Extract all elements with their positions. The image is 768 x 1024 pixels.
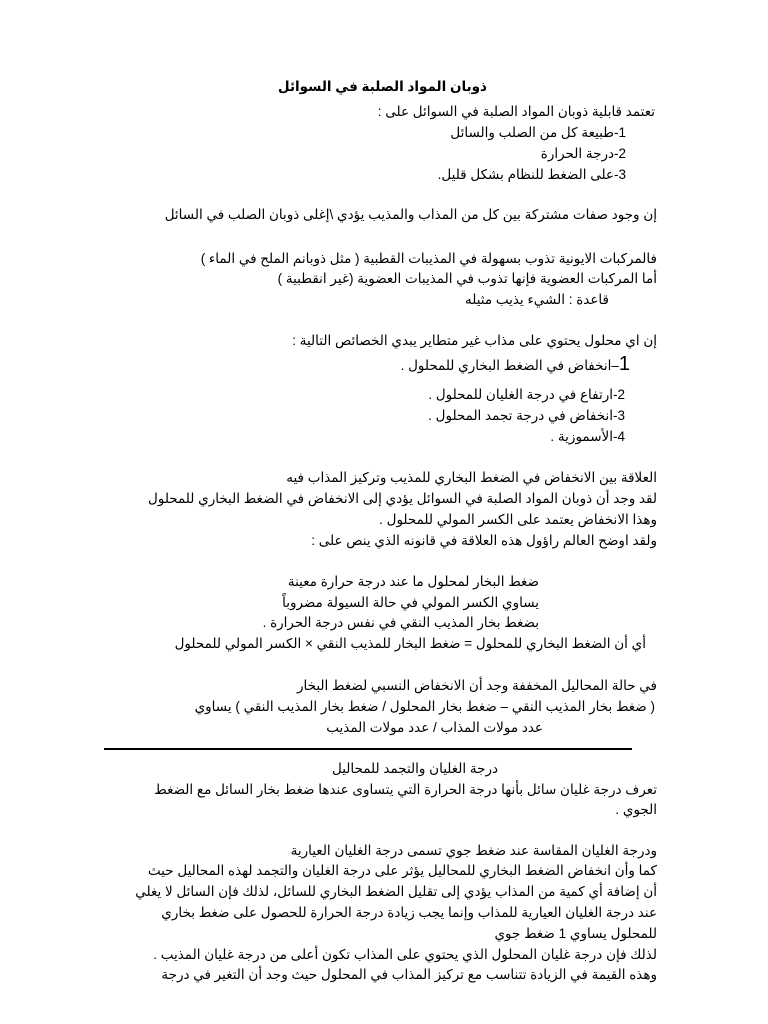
properties-intro: إن اي محلول يحتوي على مذاب غير متطاير يبدي الخصائص التالية : [292, 333, 657, 348]
factor-2: 2-درجة الحرارة [540, 146, 626, 161]
relation-line-4: ولقد اوضح العالم راؤول هذه العلاقة في قانونه الذي ينص على : [311, 533, 657, 548]
relation-heading: العلاقة بين الانخفاض في الضغط البخاري للمذيب وتركيز المذاب فيه [286, 470, 657, 485]
organic-line: أما المركبات العضوية فإنها تذوب في المذيبات العضوية (غير انقطبية ) [277, 271, 657, 286]
paragraph2-line-5: للمحلول يساوي 1 ضغط جوي [494, 926, 657, 941]
dilute-line-3: عدد مولات المذاب / عدد مولات المذيب [326, 720, 543, 735]
property-2: 2-ارتفاع في درجة الغليان للمحلول . [428, 387, 625, 402]
ionic-line: فالمركبات الايونية تذوب بسهولة في المذيبات القطبية ( مثل ذوبانم الملح في الماء ) [200, 251, 657, 266]
paragraph2-line-3: أن إضافة أي كمية من المذاب يؤدي إلى تقليل الضغط البخاري للسائل، لذلك فإن السائل لا يغلي [135, 884, 657, 899]
raoult-line-1: ضغط البخار لمحلول ما عند درجة حرارة معينة [287, 574, 539, 589]
relation-line-3: وهذا الانخفاض يعتمد على الكسر المولي للمحلول . [379, 512, 657, 527]
dilute-line-1: في حالة المحاليل المخففة وجد أن الانخفاض النسبي لضغط البخار [297, 678, 657, 693]
property-4: 4-الأسموزية . [550, 429, 625, 444]
page-title: ذوبان المواد الصلبة في السوائل [277, 79, 487, 94]
definition-line-1: تعرف درجة غليان سائل بأنها درجة الحرارة التي يتساوى عندها ضغط بخار السائل مع الضغط [154, 782, 657, 797]
section-divider [104, 748, 632, 750]
rule-line: قاعدة : الشيء يذيب مثيله [465, 292, 609, 307]
paragraph2-line-2: كما وأن انخفاض الضغط البخاري للمحاليل يؤثر على درجة الغليان والتجمد لهذه المحاليل حيث [147, 863, 657, 878]
raoult-formula: أي أن الضغط البخاري للمحلول = ضغط البخار للمذيب النقي × الكسر المولي للمحلول [174, 636, 646, 651]
factor-1: 1-طبيعة كل من الصلب والسائل [450, 125, 626, 140]
property-1-number: 1 [618, 353, 630, 375]
relation-line-2: لقد وجد أن ذوبان المواد الصلبة في السوائل يؤدي إلى الانخفاض في الضغط البخاري للمحلول [148, 491, 657, 506]
dilute-line-2: ( ضغط بخار المذيب النقي – ضغط بخار المحلول / ضغط بخار المذيب النقي ) يساوي [194, 699, 655, 714]
paragraph2-line-6: لذلك فإن درجة غليان المحلول الذي يحتوي على المذاب تكون أعلى من درجة غليان المذيب . [153, 947, 657, 962]
paragraph2-line-4: عند درجة الغليان العيارية للمذاب وإنما يجب زيادة درجة الحرارة للحصول على ضغط بخاري [161, 905, 657, 920]
property-3: 3-انخفاض في درجة تجمد المحلول . [428, 408, 625, 423]
intro-line: تعتمد قابلية ذوبان المواد الصلبة في السوائل على : [377, 104, 655, 119]
paragraph2-line-1: ودرجة الغليان المقاسة عند ضغط جوي تسمى درجة الغليان العيارية [290, 843, 657, 858]
raoult-line-2: يساوي الكسر المولي في حالة السيولة مضروباً [282, 595, 539, 610]
section-2-title: درجة الغليان والتجمد للمحاليل [331, 761, 498, 776]
raoult-line-3: بضغط بخار المذيب النقي في نفس درجة الحرارة . [262, 615, 539, 630]
similarity-note: إن وجود صفات مشتركة بين كل من المذاب والمذيب يؤدي \إغلى ذوبان الصلب في السائل [164, 207, 657, 222]
paragraph2-line-7: وهذه القيمة في الزيادة تتناسب مع تركيز المذاب في المحلول حيث وجد أن التغير في درجة [161, 967, 657, 982]
property-1 [401, 354, 630, 375]
factor-3: 3-على الضغط للنظام بشكل قليل. [437, 167, 626, 182]
property-1-text: –انخفاض في الضغط البخاري للمحلول . [400, 358, 619, 373]
definition-line-2: الجوي . [615, 802, 657, 817]
